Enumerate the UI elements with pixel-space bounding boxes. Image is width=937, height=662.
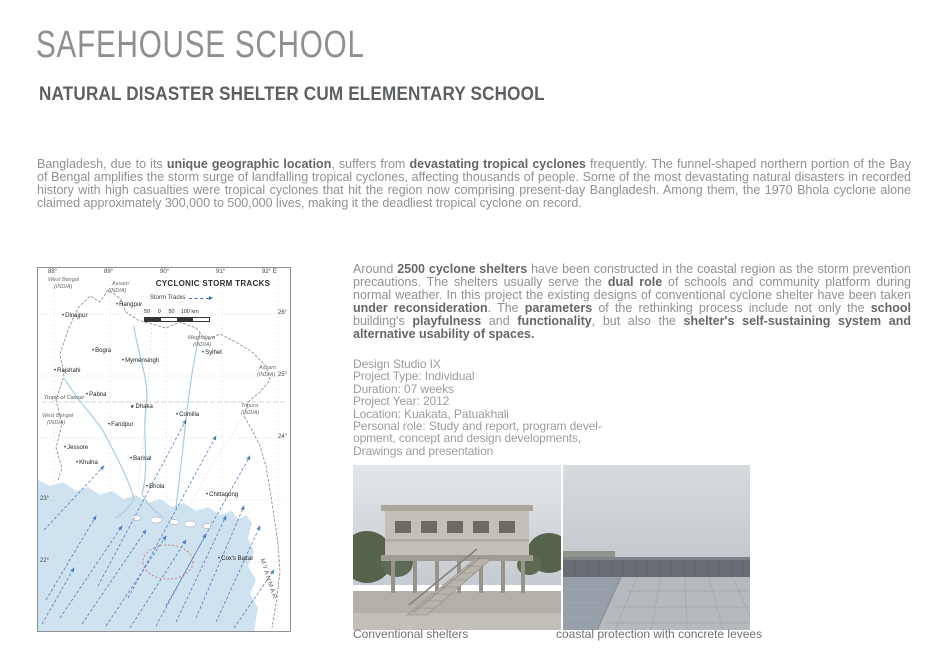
text-run: , suffers from [331, 157, 410, 171]
map-label: (INDIA) [241, 410, 260, 416]
photo-conventional-shelters [353, 465, 561, 630]
text-run: devastating tropical cyclones [409, 157, 586, 171]
detail-line: Personal role: Study and report, program devel- [353, 419, 602, 434]
map-label: Assam [259, 365, 276, 371]
caption-coastal-protection: coastal protection with concrete levees [556, 627, 763, 641]
text-run: have been constructed in the coastal region as the storm prevention precautions. The shelters usually serve the [353, 262, 911, 289]
text-run: 2500 cyclone shelters [397, 262, 528, 276]
map-scale-label: 50 0 50 100 km [144, 309, 199, 315]
map-scale-bar [145, 318, 209, 321]
map-label: • Chittagong [206, 492, 238, 498]
detail-line: Project Type: Individual [353, 369, 475, 384]
map-label: • Barisal [130, 456, 151, 462]
text-run: unique geographic location [166, 157, 332, 171]
map-label: • Comilla [176, 412, 199, 418]
map-labels [38, 268, 290, 631]
map-label: • Rajshahi [54, 368, 80, 374]
text-run: Bangladesh, due to its [37, 157, 167, 171]
map-label: West Bengal [42, 413, 74, 419]
map-label: 90° [160, 269, 170, 275]
project-details [353, 358, 602, 457]
detail-line: Drawings and presentation [353, 443, 494, 458]
levee-wall [563, 557, 750, 577]
map-label: West Bengal [48, 277, 80, 283]
cyclonic-storm-tracks-map [37, 267, 291, 632]
map-label: Tropic of Cancer [44, 395, 85, 401]
map-label: • Bogra [92, 348, 111, 354]
detail-line: Location: Kuakata, Patuakhali [353, 406, 509, 421]
map-label: Meghalaya [188, 335, 215, 341]
detail-line: opment, concept and design developments, [353, 431, 582, 446]
shelter-photo-graphic [353, 465, 561, 630]
map-label: • Mymensingh [122, 358, 159, 364]
photo-coastal-protection [563, 465, 750, 630]
text-run: of the rethinking process include not only the [592, 301, 871, 315]
map-label: (INDIA) [257, 372, 276, 378]
detail-line: Design Studio IX [353, 357, 441, 371]
page-subtitle: NATURAL DISASTER SHELTER CUM ELEMENTARY SCHOOL [39, 84, 545, 105]
text-run: Around [353, 262, 398, 276]
map-label: Assam [112, 281, 129, 287]
text-run: . The [487, 301, 525, 315]
map-label: • Rangpur [116, 302, 142, 308]
legend-label: Storm Tracks [150, 295, 186, 301]
map-label: Tripura [241, 403, 259, 409]
map-label: 23° [40, 496, 50, 502]
detail-line: Project Year: 2012 [353, 394, 450, 409]
text-run: school [870, 301, 911, 315]
pavement [597, 577, 750, 630]
text-run: parameters [524, 301, 593, 315]
map-label: • Faridpur [108, 422, 133, 428]
map-label: • Pabna [86, 392, 106, 398]
map-label: (INDIA) [47, 420, 66, 426]
intro-paragraph [37, 158, 911, 210]
text-run: , but also the [591, 314, 684, 328]
map-label: 25° [278, 372, 288, 378]
map-label: MYANMAR [258, 557, 279, 601]
text-run: dual role [607, 275, 663, 289]
map-label: 26° [278, 310, 288, 316]
map-label: 22° [40, 558, 50, 564]
map-label: • Sylhet [202, 350, 222, 356]
map-label: • Jessore [64, 445, 88, 451]
map-label: (INDIA) [108, 288, 127, 294]
text-run: of schools and community platform during normal weather. In this project the existing designs of conventional cyclone shelter have been taken [353, 275, 911, 302]
detail-line: Duration: 07 weeks [353, 381, 454, 396]
text-run: playfulness [412, 314, 482, 328]
map-legend [150, 295, 209, 301]
text-run: and [481, 314, 518, 328]
shelters-paragraph [353, 263, 911, 341]
text-run: frequently. The funnel-shaped northern portion of the Bay of Bengal amplifies the storm surge of landfalling tropical cyclones, affecting thousands of people. Some of the most devastating natural disasters in recorded history with high casualties were tropical cyclones that hit the region now comprising present-day Bangladesh. Among them, the 1970 Bhola cyclone alone claimed approximately 300,000 to 500,000 lives, making it the deadliest tropical cyclone on record. [37, 157, 911, 210]
storm-track-symbol-icon [189, 298, 209, 299]
levee-photo-graphic [563, 465, 750, 630]
caption-conventional-shelters: Conventional shelters [353, 627, 469, 641]
text-run: building's [353, 314, 413, 328]
page-title: SAFEHOUSE SCHOOL [36, 24, 365, 66]
map-label: 88° [48, 269, 58, 275]
map-label: 91° [216, 269, 226, 275]
map-label: 92° E [262, 269, 277, 275]
map-label: • Dinajpur [62, 313, 87, 319]
map-label: 89° [104, 269, 114, 275]
map-label: ★ Dhaka [130, 404, 153, 410]
map-label: • Cox's Bazar [218, 556, 253, 562]
map-label: • Bhola [146, 484, 164, 490]
map-label: • Khulna [76, 460, 98, 466]
text-run: functionality [517, 314, 592, 328]
text-run: shelter's self-sustaining system and alternative usability of spaces. [353, 314, 911, 341]
map-title: CYCLONIC STORM TRACKS [155, 279, 271, 288]
text-run: under reconsideration [353, 301, 488, 315]
map-label: (INDIA) [54, 284, 73, 290]
map-label: (INDIA) [193, 342, 212, 348]
map-label: 24° [278, 434, 288, 440]
